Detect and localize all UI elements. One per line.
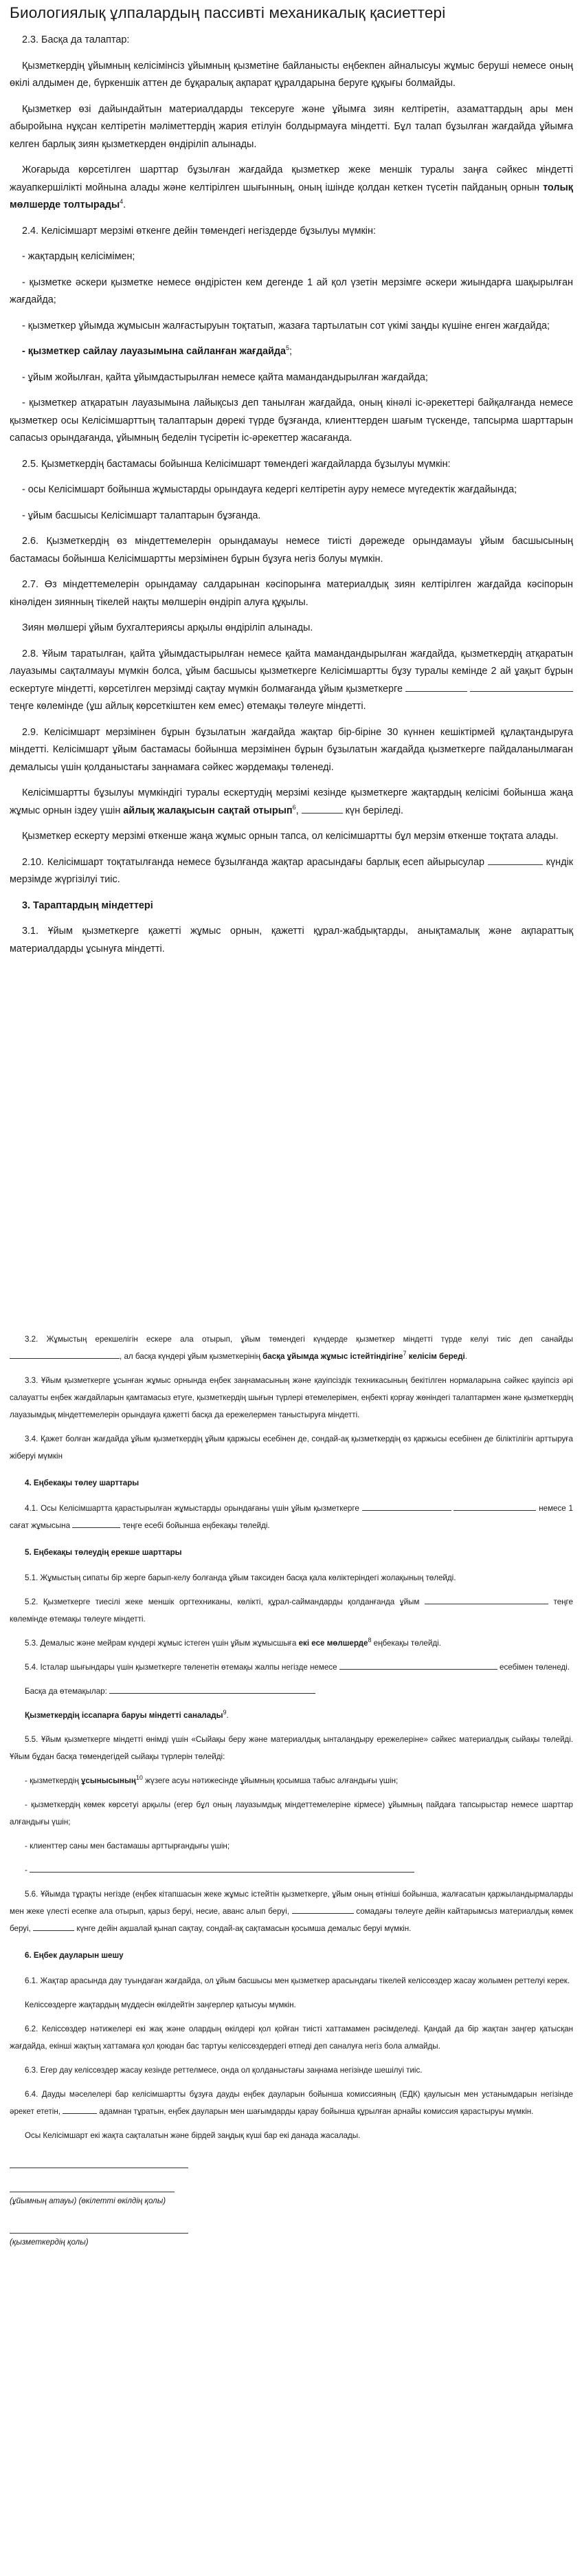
text-run: теңге көлемінде (ұш айлық көрсеткіштен кем емес) өтемақы төлеуге міндетті. <box>10 701 366 712</box>
representative-signature-line[interactable] <box>10 2179 175 2192</box>
footnote-ref[interactable]: 5 <box>286 345 290 352</box>
paragraph: 2.6. Қызметкердің өз міндеттемелерін орындамауы немесе тиісті дәрежеде орындамауы ұйым басшысының бастамасы бойынша Келісімшартты мерзімінен бұрын бұзуға негіз болуы мүмкін. <box>10 536 573 565</box>
paragraph <box>10 1683 573 1700</box>
paragraph: 5.5. Ұйым қызметкерге міндетті өнімді үшін «Сыйақы беру және материалдық ынталандыру ережелеріне» сәйкес материалдық сыйақы төлейді. Ұйым бұдан басқа төмендегідей сыйақы түрлерін төлейді: <box>10 1735 573 1761</box>
bold-text: Қызметкердің іссапарға баруы міндетті саналады <box>25 1711 223 1720</box>
text-run: Басқа да өтемақылар: <box>25 1687 107 1696</box>
text-run: 3.2. Жұмыстың ерекшелігін ескере ала отырып, ұйым төмендегі күндерде қызметкер міндетті түрде келуі тиіс деп санайды <box>25 1335 573 1344</box>
paragraph <box>10 162 573 215</box>
paragraph <box>10 854 573 889</box>
list-item <box>10 1772 573 1789</box>
paragraph <box>10 785 573 820</box>
paragraph: Осы Келісімшарт екі жақта сақталатын және бірдей заңдық күші бар екі данада жасалады. <box>25 2131 361 2140</box>
paragraph: Қызметкер ескерту мерзімі өткенше жаңа жұмыс орнын тапса, ол келісімшартты бұл мерзім өткенше тоқтата алады. <box>22 831 559 842</box>
list-item: - жақтардың келісімімен; <box>22 251 135 262</box>
page-break <box>0 1221 582 1320</box>
list-item <box>10 1862 573 1879</box>
footnote-ref[interactable]: 9 <box>223 1709 227 1716</box>
paragraph: Қызметкердің ұйымның келісімінсіз ұйымның қызметіне байланысты еңбекпен айналысуы жұмыс беруші немесе оның өкілі алдымен де, бүркеншік аттен де бұқаралық ақпарат құралдарына беруге құқығы болмайды. <box>10 60 573 89</box>
text-run: еңбекақы төлейді. <box>371 1639 441 1648</box>
members-blank[interactable] <box>63 2104 97 2114</box>
text-run: күндік мерзімде жүргізілуі тиіс. <box>10 856 573 885</box>
hourly-blank[interactable] <box>72 1518 120 1528</box>
paragraph <box>10 1500 573 1534</box>
organization-signature-line[interactable] <box>10 2155 188 2168</box>
text-run: сомадағы төлеуге дейін кайтарымсыз материалдық көмек беруі, <box>10 1907 574 1933</box>
list-item: - ұйым жойылған, қайта ұйымдастырылған немесе қайта мамандандырылған жағдайда; <box>22 371 428 383</box>
text-run: 6.4. Дауды мәселелері бар келісімшартты бұзуға дауды еңбек дауларын бойынша комиссияның (ЕДК) қаулысын мен устанымдарын негізінде әрекет ететін, <box>10 2090 573 2116</box>
paragraph <box>10 1886 573 1937</box>
text-run: күнге дейін ақшалай қынап сақтау, сондай-ақ сақтамасын қосымша демалыс беруі мүмкін. <box>74 1924 412 1933</box>
text-run: . <box>226 1711 229 1720</box>
footnote-ref[interactable]: 4 <box>120 198 124 206</box>
amount-blank[interactable] <box>362 1500 451 1511</box>
upper-page <box>10 0 573 966</box>
text-run: теңге көлемінде өтемақы төлеуге міндетті. <box>10 1597 573 1624</box>
signature-caption: (ұйымның атауы) (өкілетті өкілдің қолы) <box>10 2196 166 2205</box>
signature-caption: (қызметкердің қолы) <box>10 2238 89 2247</box>
bold-text: айлық жалақысын сақтай отырып <box>123 805 293 816</box>
paragraph <box>10 646 573 716</box>
employee-signature-line[interactable] <box>10 2220 188 2234</box>
section-heading: 5. Еңбекақы төлеудің ерекше шарттары <box>25 1548 182 1557</box>
paragraph: Зиян мөлшері ұйым бухгалтериясы арқылы өндіріліп алынады. <box>22 622 313 633</box>
bold-text: толық мөлшерде толтырады <box>10 182 573 210</box>
paragraph <box>10 2086 573 2120</box>
footnote-ref[interactable]: 10 <box>135 1774 143 1782</box>
section-heading: 6. Еңбек дауларын шешу <box>25 1951 124 1960</box>
list-item: - клиенттер саны мен бастамашы арттырғандығы үшін; <box>25 1842 230 1851</box>
days-blank[interactable] <box>488 855 543 865</box>
text-run: 5.2. Қызметкерге тиесілі жеке меншік оргтехниканы, көлікті, құрал-саймандарды қолданғанда ұйым <box>25 1597 420 1606</box>
list-item: - осы Келісімшарт бойынша жұмыстарды орындауға кедергі келтіретін ауру немесе мүгедектік жағдайында; <box>22 484 517 495</box>
paragraph: 3.4. Қажет болған жағдайда ұйым қызметкердің ұйым қаржысы есебінен де, сондай-ақ қызметкердің өз қаржысы есебінен де біліктілігін арттыруға жіберуі мүмкін <box>10 1434 573 1461</box>
text-run: 2.10. Келісімшарт тоқтатылғанда немесе бұзылғанда жақтар арасындағы барлық есеп айырысулар <box>22 856 488 868</box>
text-run: адамнан тұратын, еңбек дауларын мен шағымдарды қарау бойынша құрылған арнайы комиссия қарастыруы мүмкін. <box>97 2107 534 2116</box>
paragraph: 6.3. Егер дау келіссөздер жасау кезінде реттелмесе, онда ол қолданыстағы заңнама негізінде шешілуі тиіс. <box>25 2066 423 2075</box>
paragraph: 3.3. Ұйым қызметкерге ұсынған жұмыс орнында еңбек заңнамасының және қауіпсіздік техникасының бекітілген нормаларына сәйкес қауіпсіз әрі салауатты еңбек жағдайларын қамтамасыз етуге, қызметкердің шығын түрлері өтемелерімен, еңбекті қорғау жөніндегі талаптармен және қызметкердің лауазымдық міндеттемелерін орындауға қажетті басқа да ережелермен таныстыруға міндетті. <box>10 1376 573 1419</box>
paragraph <box>10 1707 573 1724</box>
paragraph: Қызметкер өзі дайындайтын материалдарды тексеруге және ұйымға зиян келтіретін, азаматтардың ары мен абыройына нұқсан келтіретін мәліметтердің жария етілуін болдырмауға міндетті. Бұл талап бұзылған жағдайда ұйымға келген барлық зиян қызметкерден өндіріліп алынады. <box>10 103 573 150</box>
paragraph <box>10 1593 573 1628</box>
section-heading: 4. Еңбекақы төлеу шарттары <box>25 1478 139 1487</box>
text-run: жүзеге асуы нәтижесінде ұйымның қосымша табыс алғандығы үшін; <box>142 1776 399 1785</box>
list-item: - қызметке әскери қызметке немесе өндірістен кем дегенде 1 ай қол үзетін мерзімге әскери жиындарға шақырылған жағдайда; <box>10 276 573 305</box>
text-run: . <box>465 1352 467 1361</box>
text-run: күн беріледі. <box>342 805 404 816</box>
lower-page <box>10 1331 573 2258</box>
text-run: - <box>25 1866 30 1875</box>
paragraph <box>10 1635 573 1652</box>
text-run: , ал басқа күндері ұйым қызметкерінің <box>120 1352 263 1361</box>
other-compensation-blank[interactable] <box>109 1683 315 1694</box>
paragraph <box>10 1331 573 1365</box>
text-run: ; <box>289 346 293 357</box>
text-run: 2.8. Ұйым таратылған, қайта ұйымдастырылған немесе қайта мамандандырылған жағдайда, қызметкердің атқаратын лауазымы сақталмауы мүмкін болса, ұйым басшысы қызметкерге Келісімшартты бұзу туралы кемінде 2 ай ұақыт бұрын ескертуге міндетті, көрсетілген мерзімді сақтау мүмкін болмағанда ұйым қызметкерге <box>10 648 573 695</box>
footnote-ref[interactable]: 8 <box>368 1637 372 1644</box>
text-run: 5.3. Демалыс және мейрам күндері жұмыс істеген үшін ұйым жұмысшыға <box>25 1639 299 1648</box>
amount-blank[interactable] <box>425 1594 548 1604</box>
days-blank[interactable] <box>10 1349 120 1359</box>
days-blank[interactable] <box>33 1921 74 1931</box>
paragraph: Келіссөздерге жақтардың мүддесін өкілдейтін заңгерлер қатысуы мүмкін. <box>25 2000 296 2009</box>
paragraph: 5.1. Жұмыстың сипаты бір жерге барып-келу болғанда ұйым таксиден басқа қала көліктеріндегі жолақының төлейді. <box>25 1573 456 1582</box>
text-run: - қызметкердің <box>25 1776 81 1785</box>
paragraph: 6.2. Келіссөздер нәтижелері екі жақ және олардың өкілдері қол қойған тиісті хаттамамен рәсімделеді. Қандай да бір жақтан заңгер қатысқан жағдайда, екінші жақтың хаттамаға қол қоюдан бас тартуы келіссөздердегі өтпеді деп саналуға негіз бола алмайды. <box>10 2024 573 2051</box>
text-run: 5.4. Істалар шығындары үшін қызметкерге төленетін өтемақы жалпы негізде немесе <box>25 1663 337 1672</box>
text-run: , <box>295 805 302 816</box>
paragraph: 6.1. Жақтар арасында дау туындаған жағдайда, ол ұйым басшысы мен қызметкер арасындағы тікелей келіссөздер жасау жолымен реттелуі керек. <box>25 1976 570 1985</box>
paragraph: 2.7. Өз міндеттемелерін орындамау салдарынан кәсіпорынға материалдық зиян келтірілген жағдайда кәсіпорын кінәліден зиянның тікелей нақты мөлшерін өндіріп алуға құқылы. <box>10 579 573 608</box>
days-blank[interactable] <box>302 803 343 814</box>
bold-text: екі есе мөлшерде <box>298 1639 368 1648</box>
list-item: - қызметкер атқаратын лауазымына лайықсыз деп танылған жағдайда, оның кінәлі іс-әрекеттері байқалғанда немесе қызметкер осы Келісімшарттың талаптарын дөрекі түрде бұзғанда, клиенттерден шағым түскенде, тапсырма шарттарын сапасыз орындағанда, ұйымның беделін түсіретін іс-әрекеттер жасағанда. <box>10 397 573 444</box>
bold-text: басқа ұйымда жұмыс істейтіндігіне <box>262 1352 403 1361</box>
bold-text: - қызметкер сайлау лауазымына сайланған жағдайда <box>22 346 287 357</box>
text-run: Келісімшартты бұзылуы мүмкіндігі туралы ескертудің мерзімі кезінде қызметкерге жақтардың келісімі бойынша жаңа жұмыс орнын іздеу үшін <box>10 787 573 816</box>
text-run: . <box>123 199 126 210</box>
paragraph: 2.5. Қызметкердің бастамасы бойынша Келісімшарт төмендегі жағдайларда бұзылуы мүмкін: <box>22 458 451 470</box>
amount-blank[interactable] <box>292 1903 354 1914</box>
page-title: Биологиялық ұлпалардың пассивті механикалық қасиеттері <box>10 4 446 21</box>
text-run: 5.6. Ұйымда тұрақты негізде (еңбек кітапшасын жеке жұмыс істейтін қызметкерге, ұйым оның өтініші бойынша, жалғасатын қаржыландырмаларды мен жеке үлесті есепке ала отырып, қарыз беруі, несие, аванс алып беруі, <box>10 1890 573 1916</box>
text-run: теңге есебі бойынша еңбекақы төлейді. <box>120 1521 270 1530</box>
list-item: - ұйым басшысы Келісімшарт талаптарын бұзғанда. <box>22 510 261 521</box>
footnote-ref[interactable]: 6 <box>292 803 296 811</box>
section-heading: 3. Тараптардың міндеттері <box>22 899 153 911</box>
paragraph: 3.1. Ұйым қызметкерге қажетті жұмыс орнын, қажетті құрал-жабдықтарды, анықтамалық және ақпараттық материалдарды ұсынуға міндетті. <box>10 926 573 954</box>
other-reward-blank[interactable] <box>30 1862 414 1873</box>
amount-blank[interactable] <box>405 681 467 692</box>
text-run: есебімен төленеді. <box>497 1663 570 1672</box>
list-item <box>10 343 573 361</box>
text-run: немесе 1 сағат жұмысына <box>10 1504 574 1530</box>
text-run: Жоғарыда көрсетілген шарттар бұзылған жағдайда қызметкер жеке меншік туралы заңға сәйкес міндетті жауапкершілікті мойнына алады және келтірілген шығынның, оның ішінде қолдан кеткен түсетін пайданың орнын <box>10 164 573 193</box>
list-item: - қызметкердің көмек көрсетуі арқылы (егер бұл оның лауазымдық міндеттемелеріне кірмесе) ұйымның пайдаға тапсырыстар немесе шарттар алғандығы үшін; <box>10 1800 573 1826</box>
amount-words-blank[interactable] <box>454 1500 536 1511</box>
paragraph: 2.9. Келісімшарт мерзімінен бұрын бұзылатын жағдайда жақтар бір-біріне 30 күннен кешіктірмей құлақтандыруға міндетті. Келісімшарт ұйым бастамасы бойынша мерзімінен бұрын бұзылатын жағдайда қызметкерге пайдаланылмаған демалысы үшін қолданыстағы заңнамаға сәйкес жәрдемақы төленеді. <box>10 726 573 773</box>
paragraph: 2.3. Басқа да талаптар: <box>22 34 130 45</box>
text-run: 4.1. Осы Келісімшартта қарастырылған жұмыстарды орындағаны үшін ұйым қызметкерге <box>25 1504 359 1513</box>
paragraph: 2.4. Келісімшарт мерзімі өткенге дейін төмендегі негіздерде бұзылуы мүмкін: <box>22 225 376 237</box>
amount-words-blank[interactable] <box>470 681 573 692</box>
paragraph <box>10 1659 573 1676</box>
bold-text: ұсынысының <box>80 1776 136 1785</box>
bold-text: келісім береді <box>406 1352 465 1361</box>
basis-blank[interactable] <box>339 1659 497 1670</box>
footnote-ref[interactable]: 7 <box>403 1350 407 1357</box>
list-item: - қызметкер ұйымда жұмысын жалғастыруын тоқтатып, жазаға тартылатын сот үкімі заңды күшіне енген жағдайда; <box>22 320 550 331</box>
